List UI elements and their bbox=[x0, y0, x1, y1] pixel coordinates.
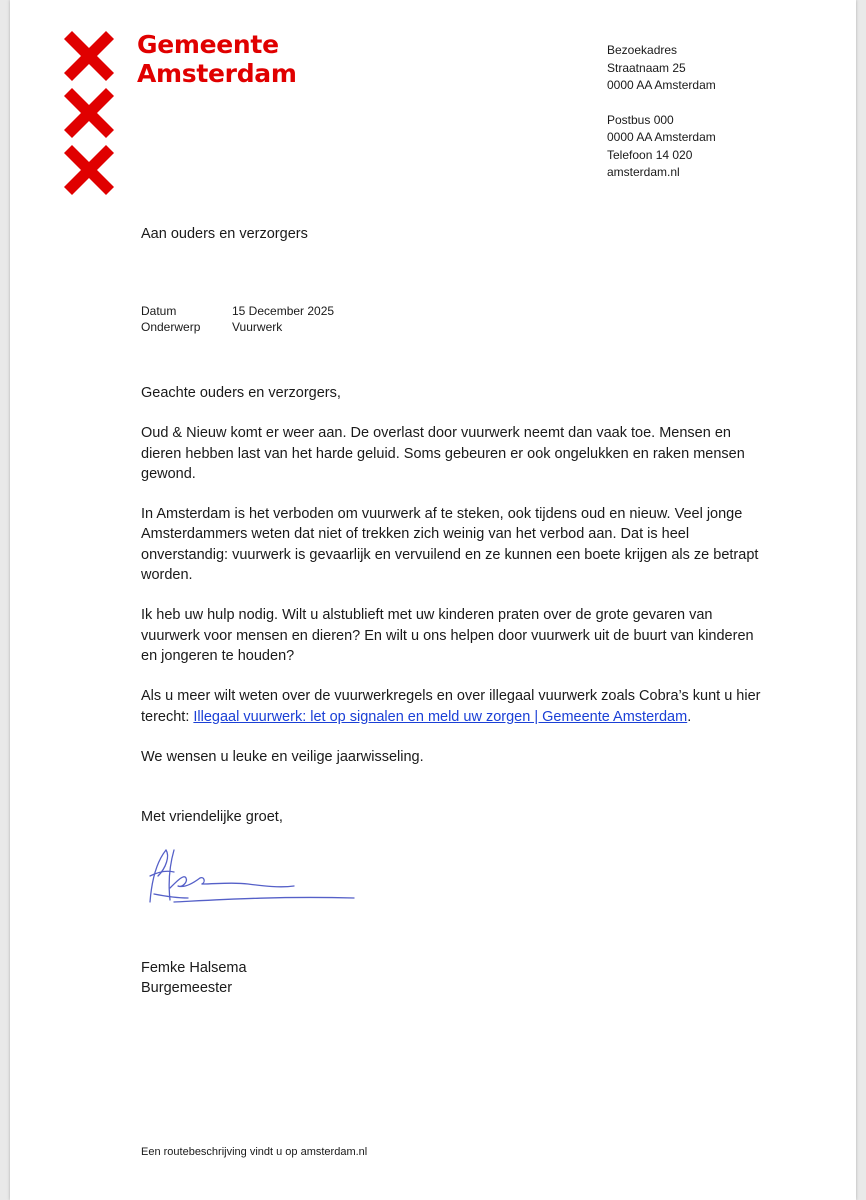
brand-line-2: Amsterdam bbox=[137, 59, 297, 88]
postbox: Postbus 000 bbox=[607, 112, 674, 127]
address-block bbox=[607, 42, 716, 182]
paragraph-2: In Amsterdam is het verboden om vuurwerk af te steken, ook tijdens oud en nieuw. Veel jonge Amsterdammers weten dat niet of trekken zich weinig van het verbod aan. Dat is heel onverstandig: vuurwerk is gevaarlijk en vervuilend en ze kunnen een boete krijgen als ze betrapt worden. bbox=[141, 506, 759, 584]
date-value: 15 December 2025 bbox=[232, 304, 335, 318]
signer-name: Femke Halsema bbox=[141, 960, 247, 976]
paragraph-4-text: Als u meer wilt weten over de vuurwerkregels en over illegaal vuurwerk zoals Cobra’s kunt u hier terecht: bbox=[141, 688, 761, 725]
salutation: Geachte ouders en verzorgers, bbox=[141, 385, 341, 401]
signer-title: Burgemeester bbox=[141, 980, 233, 997]
letter-meta bbox=[141, 303, 334, 335]
cross-icon bbox=[64, 145, 114, 195]
closing: Met vriendelijke groet, bbox=[141, 809, 283, 826]
cross-icon bbox=[64, 31, 114, 81]
letter-body bbox=[141, 383, 761, 847]
paragraph-4 bbox=[141, 686, 761, 727]
visit-street: Straatnaam 25 bbox=[607, 60, 686, 75]
recipient-line: Aan ouders en verzorgers bbox=[141, 226, 308, 242]
website: amsterdam.nl bbox=[607, 165, 680, 179]
subject-value: Vuurwerk bbox=[232, 320, 283, 334]
date-label: Datum bbox=[141, 304, 177, 318]
brand-name bbox=[137, 30, 297, 88]
paragraph-4-end: . bbox=[687, 708, 692, 725]
cross-icon bbox=[64, 88, 114, 138]
amsterdam-xxx-logo-icon bbox=[64, 31, 116, 202]
letter-page bbox=[10, 0, 856, 1200]
paragraph-5: We wensen u leuke en veilige jaarwisseling. bbox=[141, 748, 424, 765]
paragraph-1: Oud & Nieuw komt er weer aan. De overlast door vuurwerk neemt dan vaak toe. Mensen en dieren hebben last van het harde geluid. Soms gebeuren er ook ongelukken en raken mensen gewond. bbox=[141, 425, 745, 482]
paragraph-3: Ik heb uw hulp nodig. Wilt u alstublieft met uw kinderen praten over de grote gevaren van vuurwerk voor mensen en dieren? En wilt u ons helpen door vuurwerk uit de buurt van kinderen en jongeren te houden? bbox=[141, 607, 754, 664]
postbox-city: 0000 AA Amsterdam bbox=[607, 130, 716, 144]
footer-note: Een routebeschrijving vindt u op amsterdam.nl bbox=[141, 1146, 368, 1158]
phone-number: Telefoon 14 020 bbox=[607, 147, 693, 162]
brand-line-1: Gemeente bbox=[137, 30, 279, 59]
visit-address-label: Bezoekadres bbox=[607, 43, 678, 57]
handwritten-signature-icon bbox=[144, 842, 359, 917]
subject-label: Onderwerp bbox=[141, 320, 201, 334]
signer-block bbox=[141, 958, 247, 999]
illegal-fireworks-link[interactable]: Illegaal vuurwerk: let op signalen en meld uw zorgen | Gemeente Amsterdam bbox=[193, 708, 688, 725]
visit-city: 0000 AA Amsterdam bbox=[607, 78, 716, 92]
